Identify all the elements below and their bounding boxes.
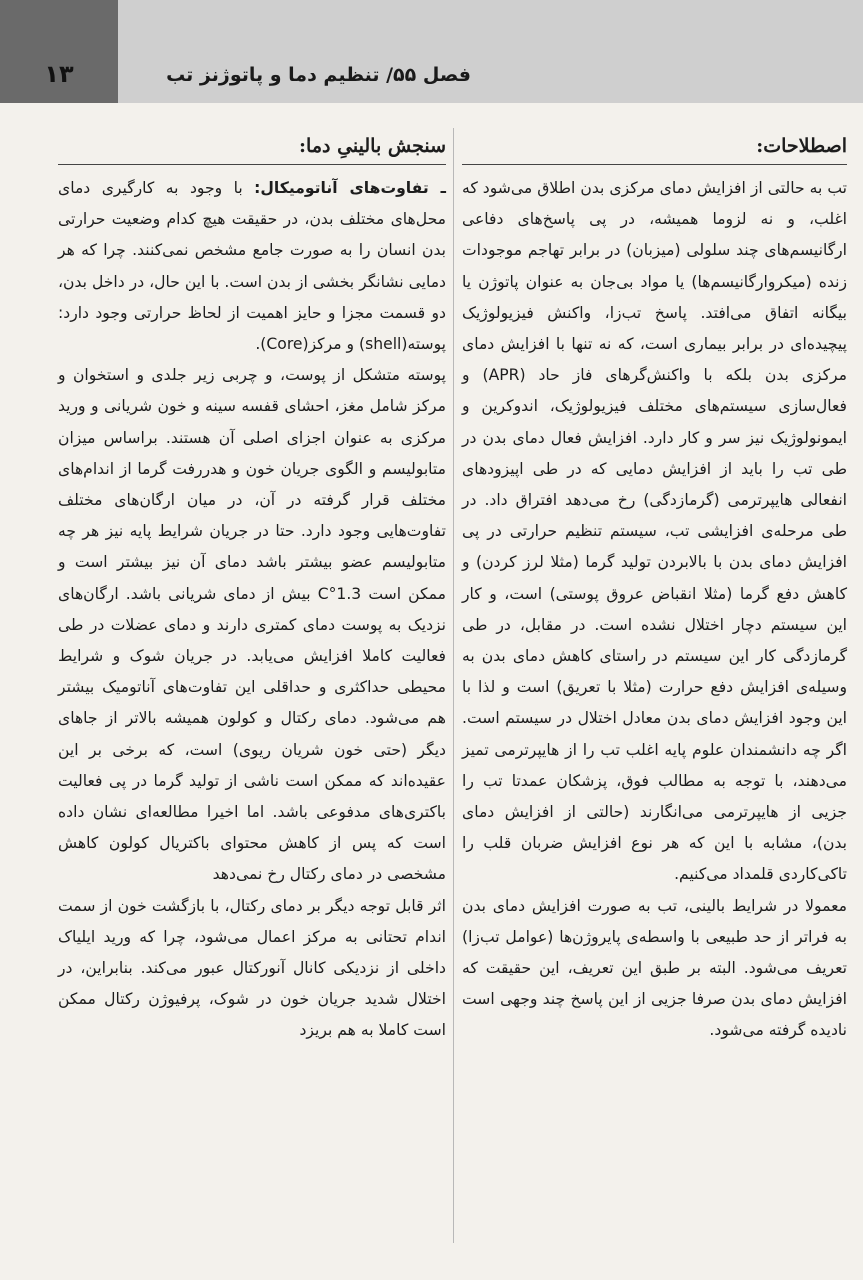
column-divider — [453, 128, 454, 1243]
terms-heading: اصطلاحات: — [462, 128, 847, 165]
terms-paragraph-1: تب به حالتی از افزایش دمای مرکزی بدن اطلاق می‌شود که اغلب، و نه لزوما همیشه، در پی پاسخ‌های دفاعی ارگانیسم‌های چند سلولی (میزبان) در برابر تهاجم موجودات زنده (میکروارگانیسم‌ها) یا مواد بی‌جان به عنوان پاتوژن یا بیگانه اتفاق می‌افتد. پاسخ تب‌زا، واکنش فیزیولوژیک پیچیده‌ای در برابر بیماری است، که نه تنها با افزایش دمای مرکزی بدن بلکه با واکنش‌گرهای فاز حاد (APR) و فعال‌سازی سیستم‌های مختلف فیزیولوژیک، اندوکرین و ایمونولوژیک نیز سر و کار دارد. افزایش فعال دمای بدن در طی تب را باید از افزایش دمایی که در طی اپیزودهای انفعالی هایپرترمی (گرمازدگی) رخ می‌دهد افتراق داد. در طی مرحله‌ی افزایشی تب، سیستم تنظیم حرارتی در پی افزایش دمای بدن با بالابردن تولید گرما (مثلا لرز کردن) و کاهش دفع گرما (مثلا انقباض عروق پوستی) است، و کار این سیستم دچار اختلال نشده است. در مقابل، در طی گرمازدگی کار این سیستم در راستای کاهش دمای بدن به وسیله‌ی افزایش دفع حرارت (مثلا با تعریق) است و لذا با این وجود افزایش دمای بدن معادل اختلال در سیستم است. اگر چه دانشمندان علوم پایه اغلب تب را از هایپرترمی تمیز می‌دهند، با توجه به مطالب فوق، پزشکان عمدتا تب را جزیی از هایپرترمی می‌انگارند (حالتی از افزایش دمای بدن)، مشابه با این که هر نوع افزایش ضربان قلب را تاکی‌کاردی قلمداد می‌کنیم. — [462, 179, 847, 884]
left-column — [58, 128, 446, 1047]
anatomical-differences-subheading: ـ تفاوت‌های آناتومیکال: — [254, 179, 446, 197]
anatomical-paragraph-3: اثر قابل توجه دیگر بر دمای رکتال، با بازگشت خون از سمت اندام تحتانی به مرکز اعمال می‌شود، چرا که ورید ایلیاک داخلی از نزدیکی کانال آنورکتال عبور می‌کند. بنابراین، در اختلال شدید جریان خون در شوک، پرفیوژن رکتال ممکن است کاملا به هم بریزد — [58, 896, 446, 1040]
page-number: ۱۳ — [44, 60, 74, 88]
clinical-measurement-heading: سنجش بالینیِ دما: — [58, 128, 446, 165]
anatomical-paragraph-2: پوسته متشکل از پوست، و چربی زیر جلدی و استخوان و مرکز شامل مغز، احشای قفسه سینه و خون شریانی و ورید مرکزی به عنوان اجزای اصلی آن هستند. براساس میزان متابولیسم و الگوی جریان خون و هدررفت گرما از اندام‌های مختلف قرار گرفته در آن، در میان ارگان‌های مختلف تفاوت‌هایی وجود دارد. حتا در جریان شرایط پایه نیز هر چه متابولیسم عضو بیشتر باشد دمای آن نیز بیشتر است و ممکن است 1.3°C بیش از دمای شریانی باشد. ارگان‌های نزدیک به پوست دمای کمتری دارند و دمای عضلات در طی فعالیت کاملا افزایش می‌یابد. در جریان شوک و شرایط محیطی حداکثری و حداقلی این تفاوت‌های آناتومیک بیشتر هم می‌شود. دمای رکتال و کولون همیشه بالاتر از جاهای دیگر (حتی خون شریان ریوی) است، که برخی بر این عقیده‌اند که ممکن است ناشی از تولید گرما در پی فعالیت باکتری‌های مدفوعی باشد. اما اخیرا مطالعه‌ای نشان داده است که پس از کاهش محتوای باکتریال کولون کاهش مشخصی در دمای رکتال رخ نمی‌دهد — [58, 366, 446, 884]
anatomical-paragraph-1-text: با وجود به کارگیری دمای محل‌های مختلف بدن، در حقیقت هیچ کدام وضعیت حرارتی بدن انسان را به صورت جامع مشخص نمی‌کنند. چرا که هر دمایی نشانگر بخشی از بدن است. با این حال، در داخل بدن، دو قسمت مجزا و حایز اهمیت از لحاظ حرارتی وجود دارد: پوسته(shell) و مرکز(Core). — [58, 179, 446, 354]
chapter-title: فصل ۵۵/ تنظیم دما و پاتوژنز تب — [166, 64, 471, 86]
anatomical-paragraph-1 — [58, 173, 446, 360]
terms-paragraph-2: معمولا در شرایط بالینی، تب به صورت افزایش دمای بدن به فراتر از حد طبیعی با واسطه‌ی پایروژن‌ها (عوامل تب‌زا) تعریف می‌شود. البته بر طبق این تعریف، این حقیقت که افزایش دمای بدن صرفا جزیی از این پاسخ چند وجهی است نادیده گرفته می‌شود. — [462, 896, 847, 1040]
header-band — [0, 0, 863, 103]
right-column — [462, 128, 847, 1047]
